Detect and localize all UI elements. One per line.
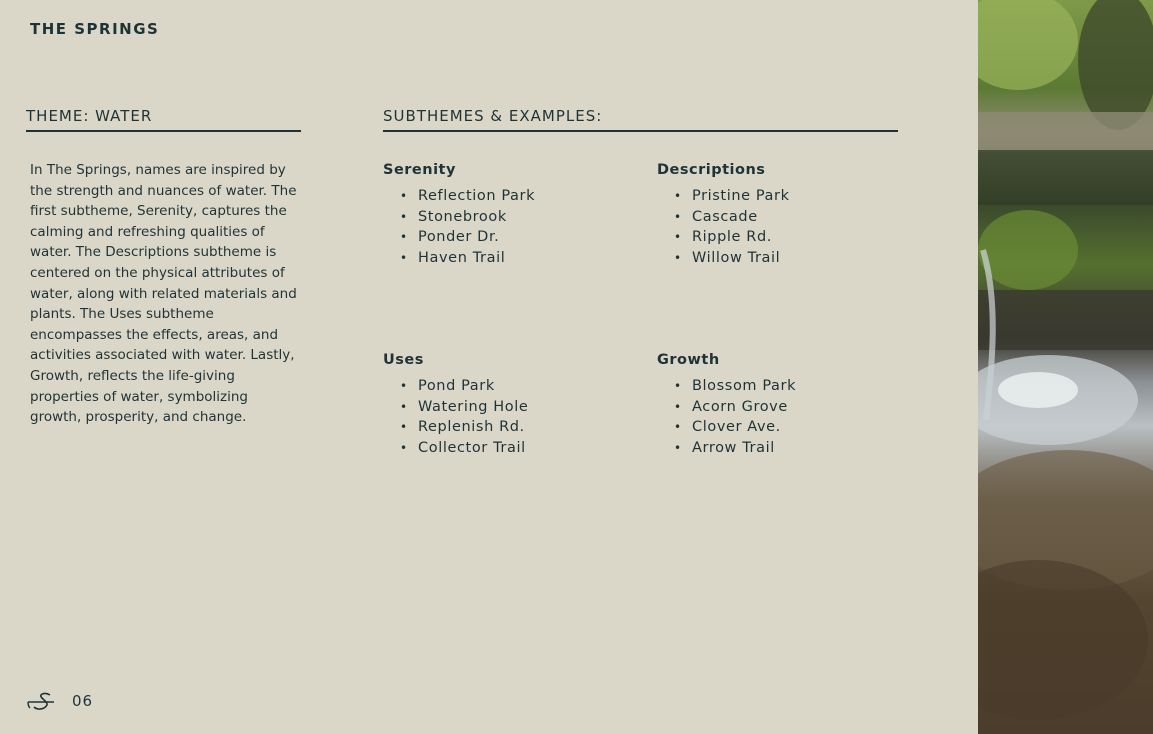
example-list — [383, 376, 643, 459]
bullet: • — [400, 230, 408, 245]
subtheme-growth — [657, 350, 917, 459]
list-item: • Blossom Park — [657, 376, 917, 397]
bullet: • — [674, 230, 682, 245]
brand-title: THE SPRINGS — [30, 20, 160, 38]
bullet: • — [400, 420, 408, 435]
list-item: • Haven Trail — [383, 248, 643, 269]
list-item: • Arrow Trail — [657, 438, 917, 459]
bullet: • — [674, 379, 682, 393]
bullet: • — [674, 209, 682, 224]
subtheme-title: Uses — [383, 352, 424, 368]
list-item: • Collector Trail — [383, 438, 643, 459]
list-item: • Stonebrook — [383, 207, 643, 228]
theme-description: In The Springs, names are inspired by the strength and nuances of water. The first subtheme, Serenity, captures the calming and refreshing qualities of water. The Descriptions subtheme is centered on the physical attributes of water, along with related materials and plants. The Uses subtheme encompasses the effects, areas, and activities associated with water. Lastly, Growth, reflects the life-giving properties of water, symbolizing growth, prosperity, and change. — [30, 162, 297, 426]
bullet: • — [674, 251, 682, 266]
bullet: • — [674, 189, 682, 203]
subtheme-title: Serenity — [383, 162, 456, 178]
subtheme-descriptions — [657, 160, 917, 269]
subtheme-title: Growth — [657, 352, 720, 368]
bullet: • — [400, 209, 408, 224]
bullet: • — [674, 399, 682, 414]
bullet: • — [400, 189, 408, 203]
list-item: • Pristine Park — [657, 186, 917, 207]
water-photo — [978, 0, 1153, 734]
example-list — [657, 186, 917, 269]
bullet: • — [674, 441, 682, 456]
subthemes-heading: SUBTHEMES & EXAMPLES: — [383, 107, 898, 132]
subtheme-title: Descriptions — [657, 162, 766, 178]
bullet: • — [674, 420, 682, 435]
bullet: • — [400, 379, 408, 393]
bullet: • — [400, 441, 408, 456]
subtheme-serenity — [383, 160, 643, 269]
list-item: • Replenish Rd. — [383, 417, 643, 438]
list-item: • Reflection Park — [383, 186, 643, 207]
springs-logo-icon — [26, 690, 58, 714]
list-item: • Willow Trail — [657, 248, 917, 269]
list-item: • Clover Ave. — [657, 417, 917, 438]
list-item: • Ponder Dr. — [383, 227, 643, 248]
bullet: • — [400, 251, 408, 266]
example-list — [657, 376, 917, 459]
page-number: 06 — [72, 692, 94, 710]
list-item: • Cascade — [657, 207, 917, 228]
list-item: • Acorn Grove — [657, 397, 917, 418]
list-item: • Watering Hole — [383, 397, 643, 418]
subtheme-uses — [383, 350, 643, 459]
example-list — [383, 186, 643, 269]
bullet: • — [400, 399, 408, 414]
list-item: • Pond Park — [383, 376, 643, 397]
list-item: • Ripple Rd. — [657, 227, 917, 248]
theme-heading: THEME: WATER — [26, 107, 301, 132]
